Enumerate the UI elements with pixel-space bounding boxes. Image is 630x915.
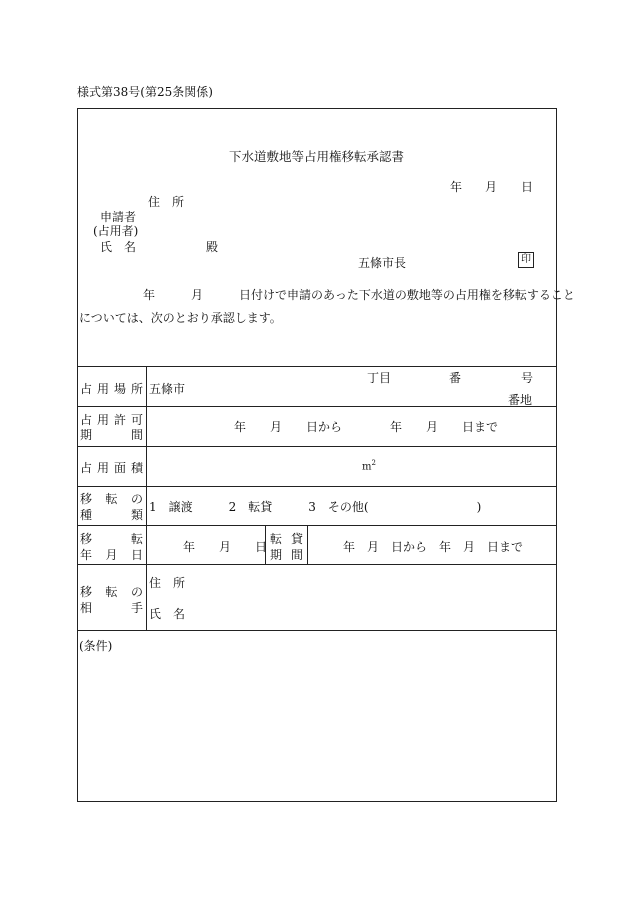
label-char: 占 [80, 382, 93, 396]
label-char: 移 [80, 492, 93, 506]
label-char: 日 [130, 548, 143, 562]
row-divider [77, 406, 556, 407]
row-divider [77, 446, 556, 447]
label-char: 用 [96, 413, 109, 427]
label-char: 積 [130, 461, 143, 475]
label-char: 年 [80, 548, 93, 562]
label-char: 用 [96, 382, 109, 396]
label-char: 類 [130, 508, 143, 522]
label-char: 移 [80, 585, 93, 599]
label-char: 場 [113, 382, 126, 396]
label-char: 種 [80, 508, 93, 522]
label-char: の [130, 492, 143, 506]
location-go: 号 [521, 371, 534, 385]
permit-period-value: 年 月 日から 年 月 日まで [234, 420, 499, 434]
honorific: 殿 [206, 240, 219, 254]
issuer: 五條市長 [358, 256, 407, 270]
area-unit-base: m [362, 461, 372, 473]
location-label [80, 380, 143, 397]
applicant-name-label: 氏 名 [100, 240, 137, 254]
label-char: 貸 [290, 532, 303, 546]
seal-icon: 印 [518, 252, 534, 268]
label-char: 手 [130, 601, 143, 615]
label-char: 可 [130, 413, 143, 427]
label-char: 転 [105, 585, 118, 599]
label-char: 期 [80, 428, 93, 442]
row-divider [77, 564, 556, 565]
transfer-date-label-2 [80, 546, 143, 563]
label-char: 移 [80, 532, 93, 546]
form-frame [77, 108, 557, 802]
label-char: 間 [290, 548, 303, 562]
applicant-label: 申請者 [100, 210, 137, 224]
row-divider [77, 630, 556, 631]
location-chome: 丁目 [367, 371, 392, 385]
transfer-type-label-1 [80, 490, 143, 507]
label-column-divider [146, 366, 147, 630]
label-char: 間 [130, 428, 143, 442]
sublease-label-1 [270, 530, 303, 547]
location-city: 五條市 [149, 382, 186, 396]
label-char: 転 [105, 492, 118, 506]
form-number: 様式第38号(第25条関係) [77, 85, 213, 99]
location-ban: 番 [449, 371, 462, 385]
label-char: 期 [270, 548, 283, 562]
label-char: 占 [80, 461, 93, 475]
label-char: 用 [96, 461, 109, 475]
area-unit [362, 459, 376, 472]
label-char: 占 [80, 413, 93, 427]
applicant-sub-label: (占用者) [93, 224, 139, 238]
date-day: 日 [521, 180, 534, 194]
location-banchi: 番地 [508, 393, 533, 407]
label-char: 許 [113, 413, 126, 427]
sublease-label-2 [270, 546, 303, 563]
transfer-date-label-1 [80, 530, 143, 547]
transferee-label-1 [80, 583, 143, 600]
label-char: 所 [130, 382, 143, 396]
transferee-name-label: 氏 名 [149, 607, 186, 621]
label-char: の [130, 585, 143, 599]
permit-period-label-2 [80, 426, 143, 443]
body-line-2: については、次のとおり承認します。 [79, 311, 282, 325]
sublease-divider [307, 525, 308, 564]
area-label [80, 459, 143, 476]
label-char: 面 [113, 461, 126, 475]
body-line-1: 年 月 日付けで申請のあった下水道の敷地等の占用権を移転すること [143, 288, 575, 302]
row-divider [77, 486, 556, 487]
conditions-label: (条件) [79, 639, 113, 653]
date-month: 月 [485, 180, 498, 194]
date-year: 年 [450, 180, 463, 194]
label-char: 転 [130, 532, 143, 546]
label-char: 月 [105, 548, 118, 562]
document-title: 下水道敷地等占用権移転承認書 [228, 149, 404, 164]
label-char: 相 [80, 601, 93, 615]
applicant-address-label: 住 所 [148, 195, 185, 209]
transfer-date-value: 年 月 日 [183, 540, 268, 554]
transfer-type-value: 1 譲渡 2 転貸 3 その他( ) [149, 500, 482, 514]
transfer-type-label-2 [80, 506, 143, 523]
sublease-period-value: 年 月 日から 年 月 日まで [343, 540, 524, 554]
area-unit-sup: 2 [371, 459, 376, 467]
transferee-label-2 [80, 599, 143, 616]
row-divider [77, 366, 556, 367]
row-divider [77, 525, 556, 526]
transferee-address-label: 住 所 [149, 576, 186, 590]
label-char: 転 [270, 532, 283, 546]
